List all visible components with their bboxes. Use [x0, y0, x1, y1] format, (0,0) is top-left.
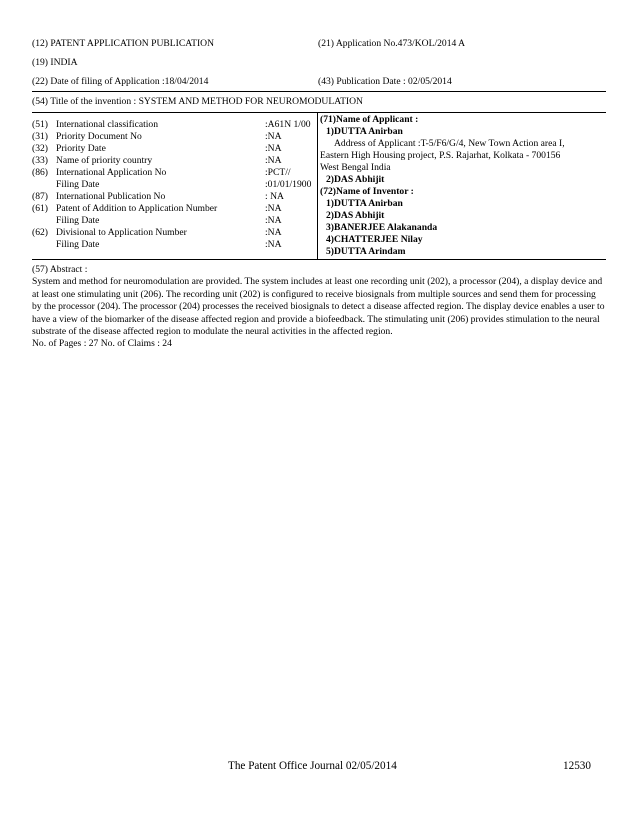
application-number: (21) Application No.473/KOL/2014 A: [318, 37, 466, 49]
page-footer: [0, 760, 638, 776]
applicant-name: 1)DUTTA Anirban: [326, 126, 403, 137]
publication-type: (12) PATENT APPLICATION PUBLICATION: [32, 37, 215, 49]
classification-row: (33) Name of priority country :NA: [32, 155, 282, 166]
classification-row: (86) International Application No :PCT//: [32, 167, 291, 178]
classification-list: [32, 113, 318, 259]
header-row-1: [32, 34, 606, 53]
abstract-text: System and method for neuromodulation are provided. The system includes at least one recording unit (202), a processor (204), a display device and at least one stimulating unit (206). The recording unit (202) is configured to receive biosignals from multiple sources and send them for processing by the processor (204). The processor (204) processes the received biosignals to detect a disease affected region. The display device enables a user to have a view of the biomarker of the disease affected region and provide a biofeedback. The stimulating unit (206) provides stimulation to the neural substrate of the disease affected region to modulate the neural activities in the affected region.: [32, 276, 605, 338]
header-row-2: [32, 53, 606, 72]
inventor-name: 4)CHATTERJEE Nilay: [326, 234, 423, 245]
applicant-inventor-block: [318, 113, 606, 259]
classification-row: Filing Date :NA: [56, 239, 282, 250]
applicant-address: Address of Applicant :T-5/F6/G/4, New Town Action area I,: [334, 138, 565, 149]
classification-row: (32) Priority Date :NA: [32, 143, 282, 154]
applicant-address: Eastern High Housing project, P.S. Rajarhat, Kolkata - 700156: [320, 150, 561, 161]
classification-row: (31) Priority Document No :NA: [32, 131, 282, 142]
inventor-name: 5)DUTTA Arindam: [326, 246, 406, 257]
details-table: [32, 112, 606, 260]
inventor-heading: (72)Name of Inventor :: [320, 186, 414, 197]
publication-date: (43) Publication Date : 02/05/2014: [318, 75, 452, 87]
filing-date: (22) Date of filing of Application :18/04/2014: [32, 75, 209, 87]
header-row-3: [32, 72, 606, 91]
classification-row: Filing Date :01/01/1900: [56, 179, 312, 190]
classification-row: (62) Divisional to Application Number :NA: [32, 227, 282, 238]
page-number: 12530: [563, 760, 591, 772]
abstract-heading: (57) Abstract :: [32, 264, 88, 275]
classification-row: (61) Patent of Addition to Application Number :NA: [32, 203, 282, 214]
inventor-name: 2)DAS Abhijit: [326, 210, 385, 221]
abstract-section: [32, 260, 606, 351]
inventor-name: 1)DUTTA Anirban: [326, 198, 403, 209]
applicant-address: West Bengal India: [320, 162, 391, 173]
classification-row: (51) International classification :A61N 1/00: [32, 119, 311, 130]
classification-row: (87) International Publication No : NA: [32, 191, 284, 202]
pages-claims: No. of Pages : 27 No. of Claims : 24: [32, 338, 172, 350]
applicant-name: 2)DAS Abhijit: [326, 174, 385, 185]
invention-title: (54) Title of the invention : SYSTEM AND METHOD FOR NEUROMODULATION: [32, 96, 363, 107]
country: (19) INDIA: [32, 56, 78, 68]
patent-record: [32, 34, 606, 351]
inventor-name: 3)BANERJEE Alakananda: [326, 222, 438, 233]
applicant-heading: (71)Name of Applicant :: [320, 114, 419, 125]
journal-title: The Patent Office Journal 02/05/2014: [228, 760, 397, 772]
classification-row: Filing Date :NA: [56, 215, 282, 226]
